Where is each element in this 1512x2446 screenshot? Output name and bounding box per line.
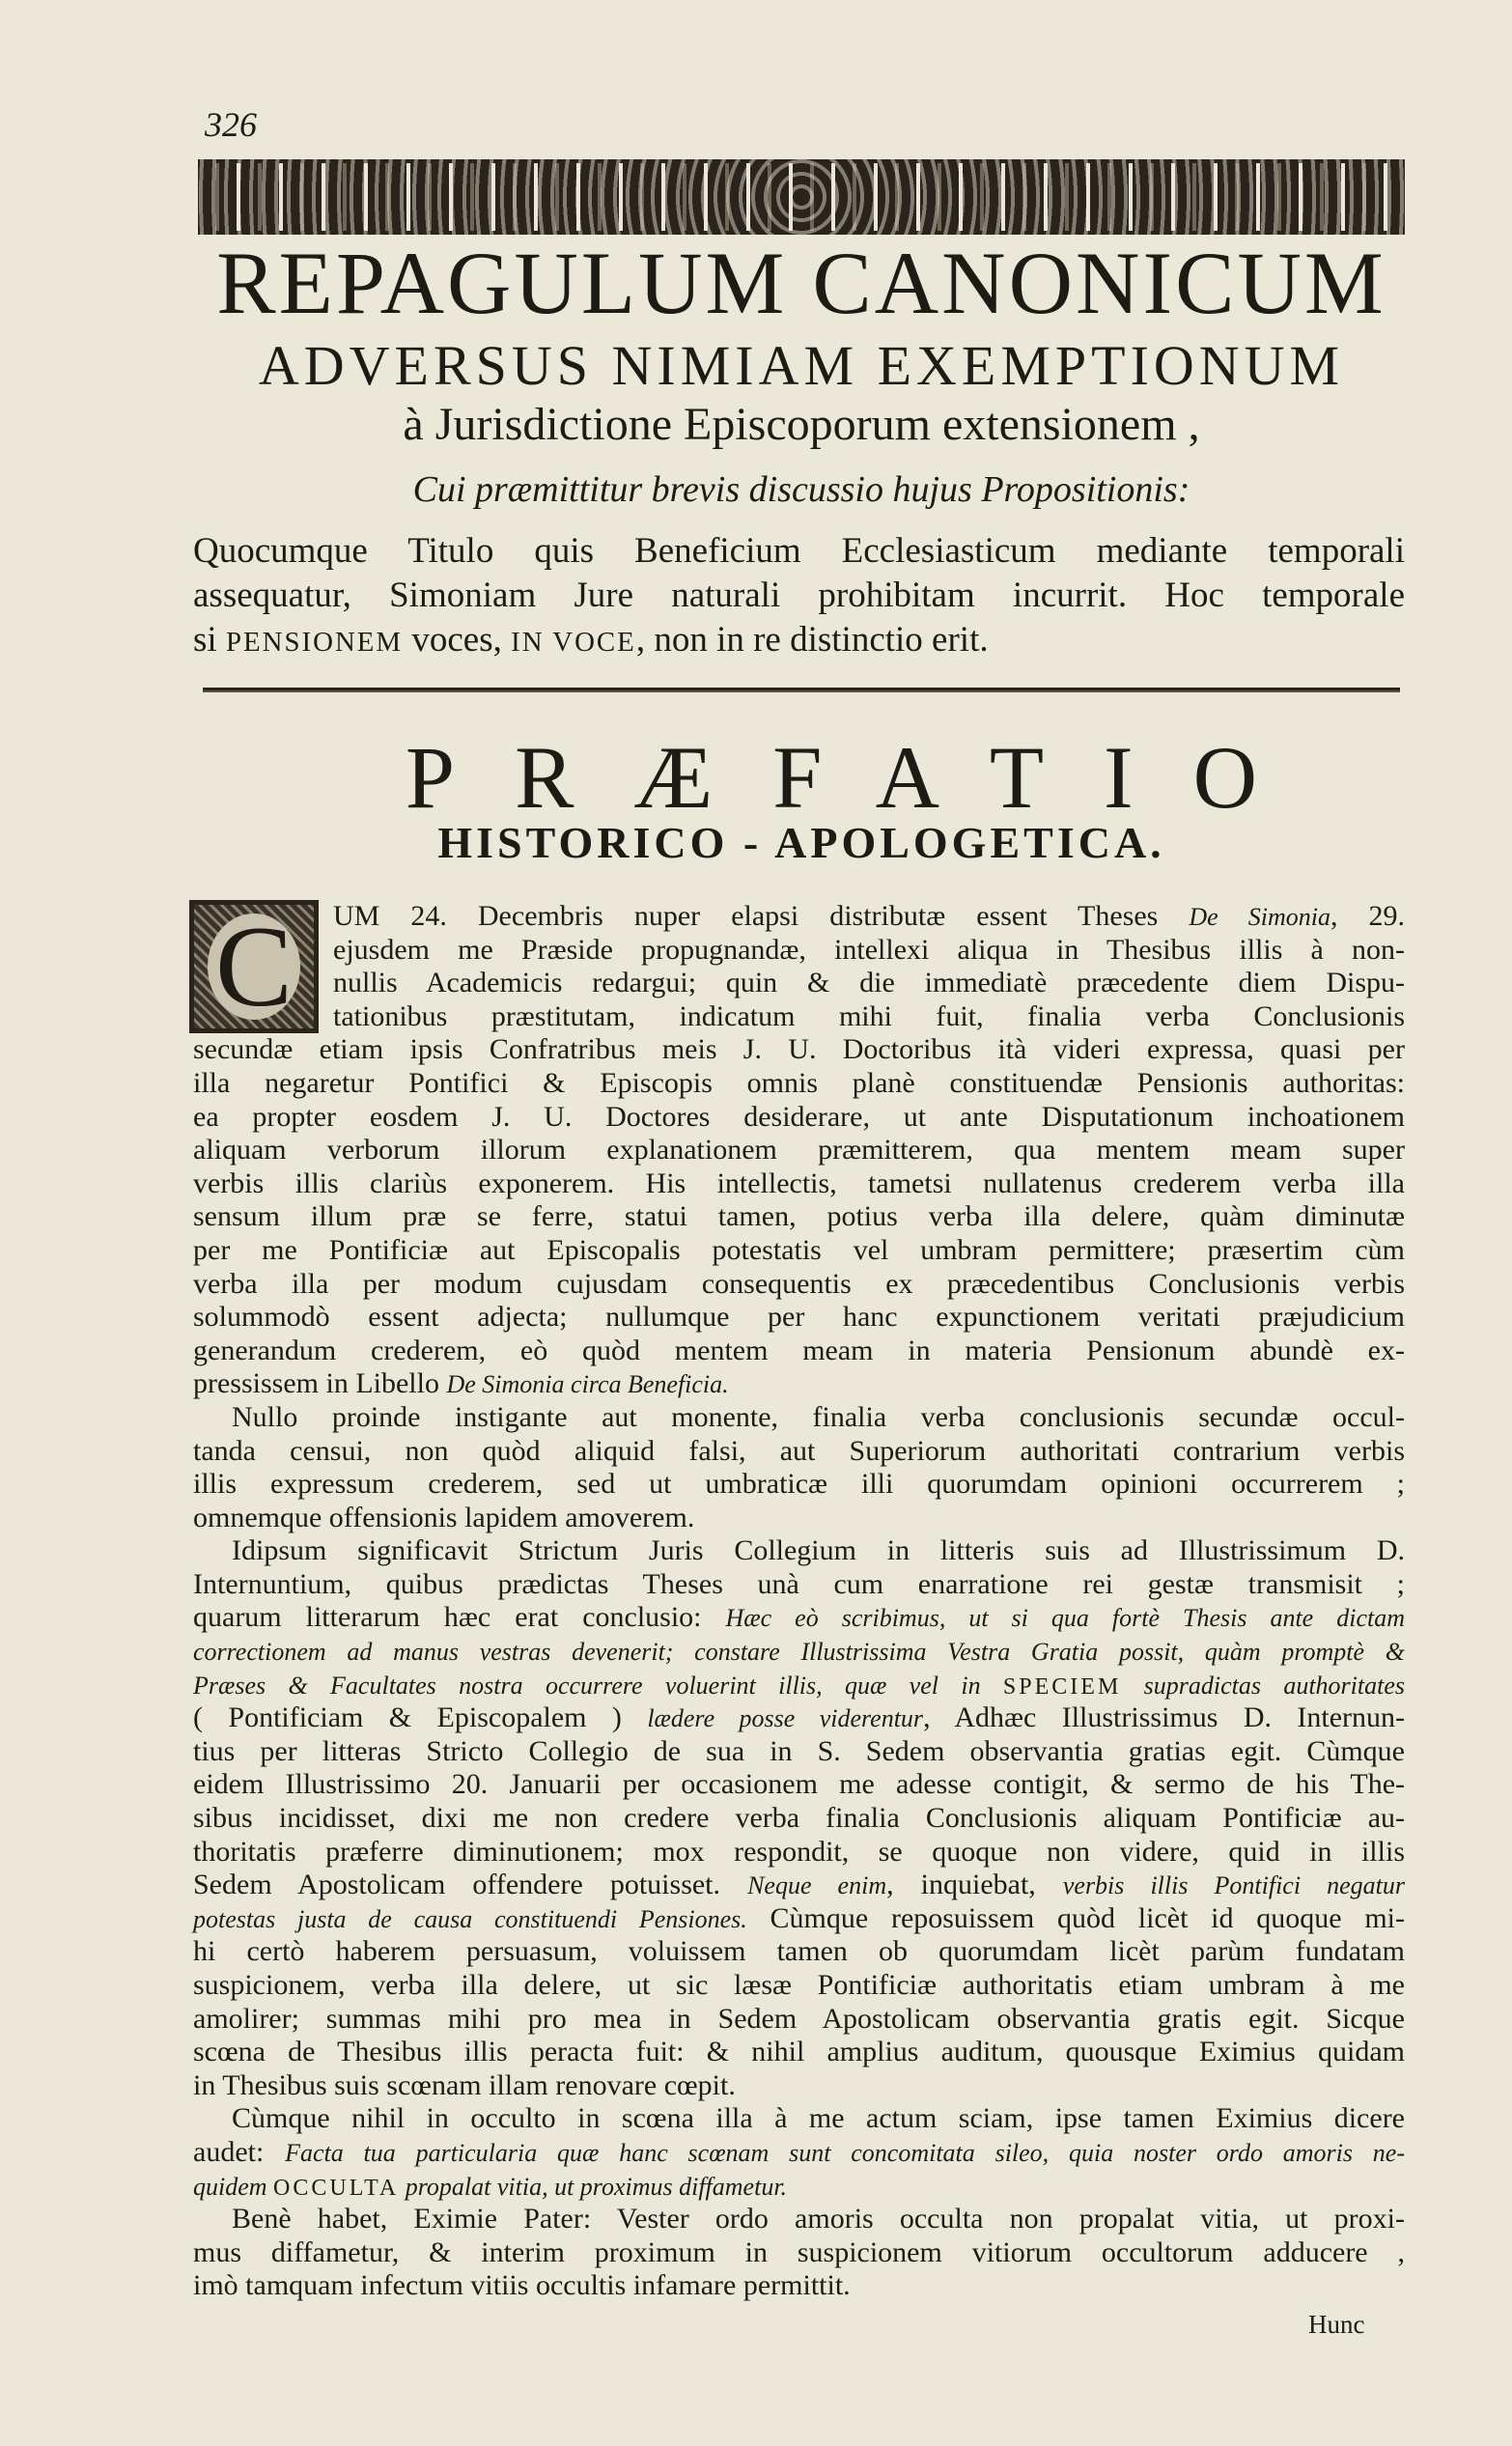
text: imò tamquam infectum vitiis occultis infamare permittit.: [193, 2269, 851, 2302]
italic-text: De Simonia: [1189, 903, 1330, 931]
proposition-line: Quocumque Titulo quis Beneficium Ecclesiasticum mediante temporali: [193, 531, 1405, 571]
text: nullis Academicis redargui; quin & die immediatè præcedente diem Dispu-: [333, 967, 1405, 999]
italic-text: lædere posse viderentur: [647, 1704, 924, 1733]
text: Sedem Apostolicam offendere potuisset.: [193, 1869, 748, 1901]
text: Benè habet, Eximie Pater: Vester ordo amoris occulta non propalat vitia, ut proxi-: [232, 2203, 1405, 2235]
text: Idipsum significavit Strictum Juris Collegium in litteris suis ad Illustrissimum D.: [232, 1534, 1405, 1567]
text-line: [193, 1735, 1405, 1769]
text: solummodò essent adjecta; nullumque per hanc expunctionem veritati præjudicium: [193, 1301, 1405, 1334]
text-line: [193, 1301, 1405, 1335]
text-line: [193, 2269, 1405, 2303]
divider-rule: [203, 688, 1400, 692]
proposition-line: [193, 618, 1405, 664]
text-line: [193, 1435, 1405, 1469]
text-line: [193, 1869, 1405, 1902]
text-line: [193, 2170, 1405, 2204]
text-line: [193, 1335, 1405, 1368]
italic-text: Hæc eò scribimus, ut si qua fortè Thesis ante dictam: [725, 1604, 1405, 1633]
small-caps-text: SPECIEM: [1002, 1673, 1122, 1700]
text: amolirer; summas mihi pro mea in Sedem Apostolicam observantia gratis egit. Sicque: [193, 2002, 1405, 2035]
text: tanda censui, non quòd aliquid falsi, aut Superiorum authoritati contrarium verbis: [193, 1434, 1405, 1467]
text: per me Pontificiæ aut Episcopalis potestatis vel umbram permittere; præsertim cùm: [193, 1233, 1405, 1266]
section-title: PRÆFATIO: [405, 728, 1318, 827]
text-line: [193, 2003, 1405, 2037]
text-line: [193, 1601, 1405, 1635]
text: Nullo proinde instigante aut monente, finalia verba conclusionis secundæ occul-: [232, 1400, 1405, 1433]
text: scœna de Thesibus illis peracta fuit: & nihil amplius auditum, quousque Eximius quidam: [193, 2036, 1405, 2068]
subtitle-line-2: à Jurisdictione Episcoporum extensionem ,: [403, 399, 1200, 450]
text-line: [193, 1200, 1405, 1234]
main-title: REPAGULUM CANONICUM: [216, 234, 1386, 332]
text-line: [193, 1502, 1405, 1535]
small-caps-text: PENSIONEM: [225, 627, 404, 658]
text: ea propter eosdem J. U. Doctores desiderare, ut ante Disputationum inchoationem: [193, 1100, 1405, 1133]
text-line: [193, 2203, 1405, 2236]
text: tationibus præstitutam, indicatum mihi fuit, finalia verba Conclusionis: [333, 999, 1405, 1032]
text: illis expressum crederem, sed ut umbraticæ illi quorumdam opinioni occurrerem ;: [193, 1468, 1405, 1501]
text-line: [193, 1134, 1405, 1167]
text-line: [193, 1902, 1405, 1936]
text-line: [333, 900, 1405, 934]
text-line: [193, 1935, 1405, 1969]
text-line: [333, 967, 1405, 1000]
text: sibus incidisset, dixi me non credere verba finalia Conclusionis aliquam Pontificiæ au-: [193, 1802, 1405, 1835]
text: quarum litterarum hæc erat conclusio:: [193, 1601, 726, 1634]
text: secundæ etiam ipsis Confratribus meis J. U. Doctoribus ità videri expressa, quasi per: [193, 1033, 1405, 1066]
text: Cùmque reposuissem quòd licèt id quoque mi-: [746, 1901, 1405, 1934]
proposition: [193, 529, 1405, 664]
text: verba illa per modum cujusdam consequentis ex præcedentibus Conclusionis verbis: [193, 1267, 1405, 1300]
italic-text: propalat vitia, ut proximus diffametur.: [399, 2172, 788, 2201]
text: illa negaretur Pontifici & Episcopis omnis planè constituendæ Pensionis authoritas:: [193, 1066, 1405, 1099]
text: Internuntium, quibus prædictas Theses unà cum enarratione rei gestæ transmisit ;: [193, 1567, 1405, 1600]
text: mus diffametur, & interim proximum in suspicionem vitiorum occultorum adducere ,: [193, 2235, 1405, 2268]
text: ( Pontificiam & Episcopalem ): [193, 1701, 648, 1734]
small-caps-text: IN VOCE: [511, 627, 636, 658]
text: , Adhæc Illustrissimus D. Internun-: [923, 1701, 1406, 1734]
italic-text: Neque enim: [747, 1871, 887, 1900]
text: omnemque offensionis lapidem amoverem.: [193, 1501, 695, 1533]
catchword: Hunc: [1308, 2310, 1365, 2339]
text: Cùmque nihil in occulto in scœna illa à me actum sciam, ipse tamen Eximius dicere: [232, 2102, 1405, 2135]
text-line: [193, 1701, 1405, 1735]
italic-text: De Simonia circa Beneficia.: [446, 1370, 729, 1399]
italic-text: verbis illis Pontifici negatur: [1062, 1871, 1405, 1900]
section-subtitle: HISTORICO - APOLOGETICA.: [437, 818, 1165, 867]
text-line: [193, 1534, 1405, 1568]
text-line: [333, 934, 1405, 968]
text-line: [193, 1033, 1405, 1067]
text-line: [193, 2136, 1405, 2170]
text-line: [193, 2236, 1405, 2270]
italic-text: Præses & Facultates nostra occurrere voluerint illis, quæ vel in: [193, 1671, 1003, 1700]
decorative-headpiece-ornament: [198, 159, 1405, 235]
proposition-intro: Cui præmittitur brevis discussio hujus Propositionis:: [412, 469, 1190, 510]
text-line: [193, 1768, 1405, 1802]
page-number: 326: [205, 105, 257, 144]
text-line: [193, 1468, 1405, 1502]
text-line: [193, 2036, 1405, 2069]
text-line: [193, 1401, 1405, 1435]
text-line: [193, 2069, 1405, 2103]
italic-text: quidem: [193, 2172, 274, 2201]
text: suspicionem, verba illa delere, ut sic læsæ Pontificiæ authoritatis etiam umbram à me: [193, 1969, 1405, 2001]
text-line: [193, 1969, 1405, 2003]
small-caps-text: OCCULTA: [273, 2175, 400, 2201]
text-line: [193, 1167, 1405, 1201]
text: aliquam verborum illorum explanationem præmitterem, qua mentem meam super: [193, 1134, 1405, 1167]
text: , 29.: [1330, 900, 1405, 932]
text: generandum crederem, eò quòd mentem meam in materia Pensionum abundè ex-: [193, 1334, 1405, 1366]
text: hi certò haberem persuasum, voluissem tamen ob quorumdam licèt parùm fundatam: [193, 1935, 1405, 1968]
text: tius per litteras Stricto Collegio de sua in S. Sedem observantia gratias egit. Cùmque: [193, 1734, 1405, 1767]
italic-text: Facta tua particularia quæ hanc scœnam sunt concomitata sileo, quia noster ordo amoris ne-: [285, 2138, 1405, 2167]
text: ejusdem me Præside propugnandæ, intellexi aliqua in Thesibus illis à non-: [333, 933, 1405, 966]
text-line: [193, 1836, 1405, 1870]
text-line: [193, 1367, 1405, 1401]
proposition-line: assequatur, Simoniam Jure naturali prohibitam incurrit. Hoc temporale: [193, 576, 1405, 615]
text-line: [193, 1669, 1405, 1702]
subtitle: ADVERSUS NIMIAM EXEMPTIONUM: [258, 334, 1345, 397]
text: , non in re distinctio erit.: [635, 620, 989, 660]
text-line: [193, 1101, 1405, 1135]
text: UM 24. Decembris nuper elapsi distributæ essent Theses: [333, 900, 1190, 932]
text-line: [193, 1234, 1405, 1268]
text: pressissem in Libello: [193, 1367, 447, 1400]
text-line: [193, 1268, 1405, 1302]
text: eidem Illustrissimo 20. Januarii per occasionem me adesse contigit, & sermo de his The-: [193, 1768, 1405, 1801]
text: thoritatis præferre diminutionem; mox respondit, se quoque non videre, quid in illis: [193, 1835, 1405, 1868]
text-line: [333, 1000, 1405, 1034]
text-line: [193, 1635, 1405, 1669]
italic-text: correctionem ad manus vestras devenerit; constare Illustrissima Vestra Gratia possit, quàm promptè &: [193, 1638, 1405, 1667]
text: voces,: [403, 620, 512, 660]
text: audet:: [193, 2135, 286, 2168]
body-text: [193, 900, 1405, 2303]
text: sensum illum præ se ferre, statui tamen, potius verba illa delere, quàm diminutæ: [193, 1200, 1405, 1233]
italic-text: supradictas authoritates: [1121, 1671, 1405, 1700]
text-line: [193, 1568, 1405, 1602]
drop-cap-letter: C: [208, 914, 300, 1020]
text-line: [193, 2102, 1405, 2136]
text: si: [193, 620, 226, 660]
text-line: [193, 1802, 1405, 1836]
italic-text: potestas justa de causa constituendi Pensiones.: [193, 1904, 747, 1933]
text: verbis illis clariùs exponerem. His intellectis, tametsi nullatenus crederem verba illa: [193, 1167, 1405, 1199]
text: , inquiebat,: [886, 1869, 1063, 1901]
text-line: [193, 1067, 1405, 1101]
text: in Thesibus suis scœnam illam renovare cœpit.: [193, 2068, 736, 2101]
